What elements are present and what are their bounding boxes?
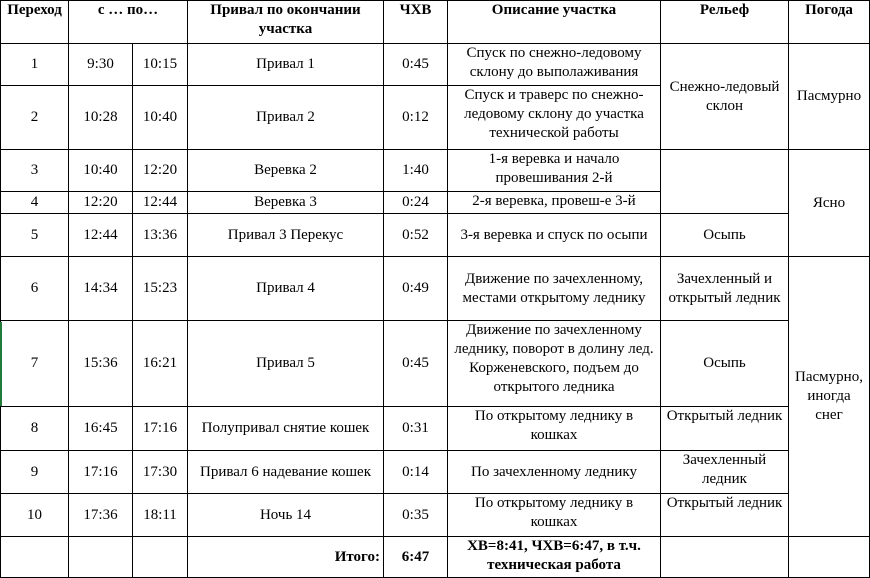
cell-to: 17:16 [133, 407, 188, 451]
cell-desc: По открытому леднику в кошках [448, 494, 661, 537]
relief-empty [661, 150, 789, 214]
total-row [1, 537, 870, 578]
cell-desc: 3-я веревка и спуск по осыпи [448, 214, 661, 257]
weather-cloudy-snow: Пасмурно, иногда снег [789, 257, 870, 537]
relief-open: Открытый ледник [661, 494, 789, 537]
cell-rest: Полупривал снятие кошек [188, 407, 384, 451]
header-relief: Рельеф [661, 1, 789, 44]
cell-chv: 0:35 [384, 494, 448, 537]
cell-to: 12:20 [133, 150, 188, 192]
total-note: ХВ=8:41, ЧХВ=6:47, в т.ч. техническая работа [448, 537, 661, 578]
cell-desc: Спуск и траверс по снежно-ледовому склону до участка технической работы [448, 86, 661, 150]
weather-cloudy: Пасмурно [789, 44, 870, 150]
table-row [1, 321, 870, 407]
header-rest: Привал по окончании участка [188, 1, 384, 44]
total-empty-cell [789, 537, 870, 578]
relief-open: Открытый ледник [661, 407, 789, 451]
cell-from: 10:28 [69, 86, 133, 150]
cell-leg: 7 [1, 321, 69, 407]
cell-desc: 2-я веревка, провеш-е 3-й [448, 192, 661, 214]
cell-from: 16:45 [69, 407, 133, 451]
total-empty-cell [661, 537, 789, 578]
cell-rest: Ночь 14 [188, 494, 384, 537]
total-empty-cell [133, 537, 188, 578]
table-row [1, 257, 870, 321]
table-row [1, 407, 870, 451]
cell-rest: Веревка 2 [188, 150, 384, 192]
cell-desc: Движение по зачехленному леднику, поворот в долину лед. Корженевского, подъем до открытого ледника [448, 321, 661, 407]
table-row [1, 494, 870, 537]
cell-to: 17:30 [133, 451, 188, 494]
cell-from: 10:40 [69, 150, 133, 192]
cell-rest: Привал 6 надевание кошек [188, 451, 384, 494]
cell-desc: Спуск по снежно-ледовому склону до выполаживания [448, 44, 661, 86]
header-desc: Описание участка [448, 1, 661, 44]
cell-leg: 2 [1, 86, 69, 150]
header-time: с … по… [69, 1, 188, 44]
relief-covered: Зачехленный ледник [661, 451, 789, 494]
cell-chv: 0:24 [384, 192, 448, 214]
cell-rest: Привал 5 [188, 321, 384, 407]
relief-scree: Осыпь [661, 321, 789, 407]
cell-leg: 6 [1, 257, 69, 321]
header-weather: Погода [789, 1, 870, 44]
cell-rest: Веревка 3 [188, 192, 384, 214]
relief-scree: Осыпь [661, 214, 789, 257]
total-empty-cell [69, 537, 133, 578]
cell-chv: 1:40 [384, 150, 448, 192]
header-row [1, 1, 870, 44]
total-empty-cell [1, 537, 69, 578]
cell-to: 16:21 [133, 321, 188, 407]
total-label: Итого: [188, 537, 384, 578]
cell-from: 15:36 [69, 321, 133, 407]
cell-leg: 8 [1, 407, 69, 451]
cell-leg: 10 [1, 494, 69, 537]
cell-to: 18:11 [133, 494, 188, 537]
cell-desc: 1-я веревка и начало провешивания 2-й [448, 150, 661, 192]
header-leg: Переход [1, 1, 69, 44]
relief-covered-open: Зачехленный и открытый ледник [661, 257, 789, 321]
cell-to: 13:36 [133, 214, 188, 257]
table-row [1, 214, 870, 257]
cell-to: 15:23 [133, 257, 188, 321]
weather-clear: Ясно [789, 150, 870, 257]
table-row [1, 44, 870, 86]
cell-chv: 0:12 [384, 86, 448, 150]
cell-chv: 0:45 [384, 321, 448, 407]
table-row [1, 451, 870, 494]
cell-to: 10:15 [133, 44, 188, 86]
cell-rest: Привал 2 [188, 86, 384, 150]
cell-chv: 0:52 [384, 214, 448, 257]
relief-snow-ice: Снежно-ледовый склон [661, 44, 789, 150]
cell-desc: По открытому леднику в кошках [448, 407, 661, 451]
cell-leg: 5 [1, 214, 69, 257]
cell-from: 9:30 [69, 44, 133, 86]
cell-to: 10:40 [133, 86, 188, 150]
cell-leg: 3 [1, 150, 69, 192]
total-value: 6:47 [384, 537, 448, 578]
cell-chv: 0:45 [384, 44, 448, 86]
cell-from: 12:20 [69, 192, 133, 214]
cell-from: 17:36 [69, 494, 133, 537]
cell-rest: Привал 3 Перекус [188, 214, 384, 257]
table-row [1, 150, 870, 192]
cell-from: 17:16 [69, 451, 133, 494]
cell-leg: 9 [1, 451, 69, 494]
cell-from: 12:44 [69, 214, 133, 257]
cell-desc: По зачехленному леднику [448, 451, 661, 494]
header-chv: ЧХВ [384, 1, 448, 44]
cell-from: 14:34 [69, 257, 133, 321]
cell-chv: 0:31 [384, 407, 448, 451]
cell-rest: Привал 1 [188, 44, 384, 86]
cell-desc: Движение по зачехленному, местами открытому леднику [448, 257, 661, 321]
cell-rest: Привал 4 [188, 257, 384, 321]
cell-to: 12:44 [133, 192, 188, 214]
cell-chv: 0:49 [384, 257, 448, 321]
cell-leg: 1 [1, 44, 69, 86]
cell-chv: 0:14 [384, 451, 448, 494]
cell-leg: 4 [1, 192, 69, 214]
selection-marker [0, 322, 2, 406]
